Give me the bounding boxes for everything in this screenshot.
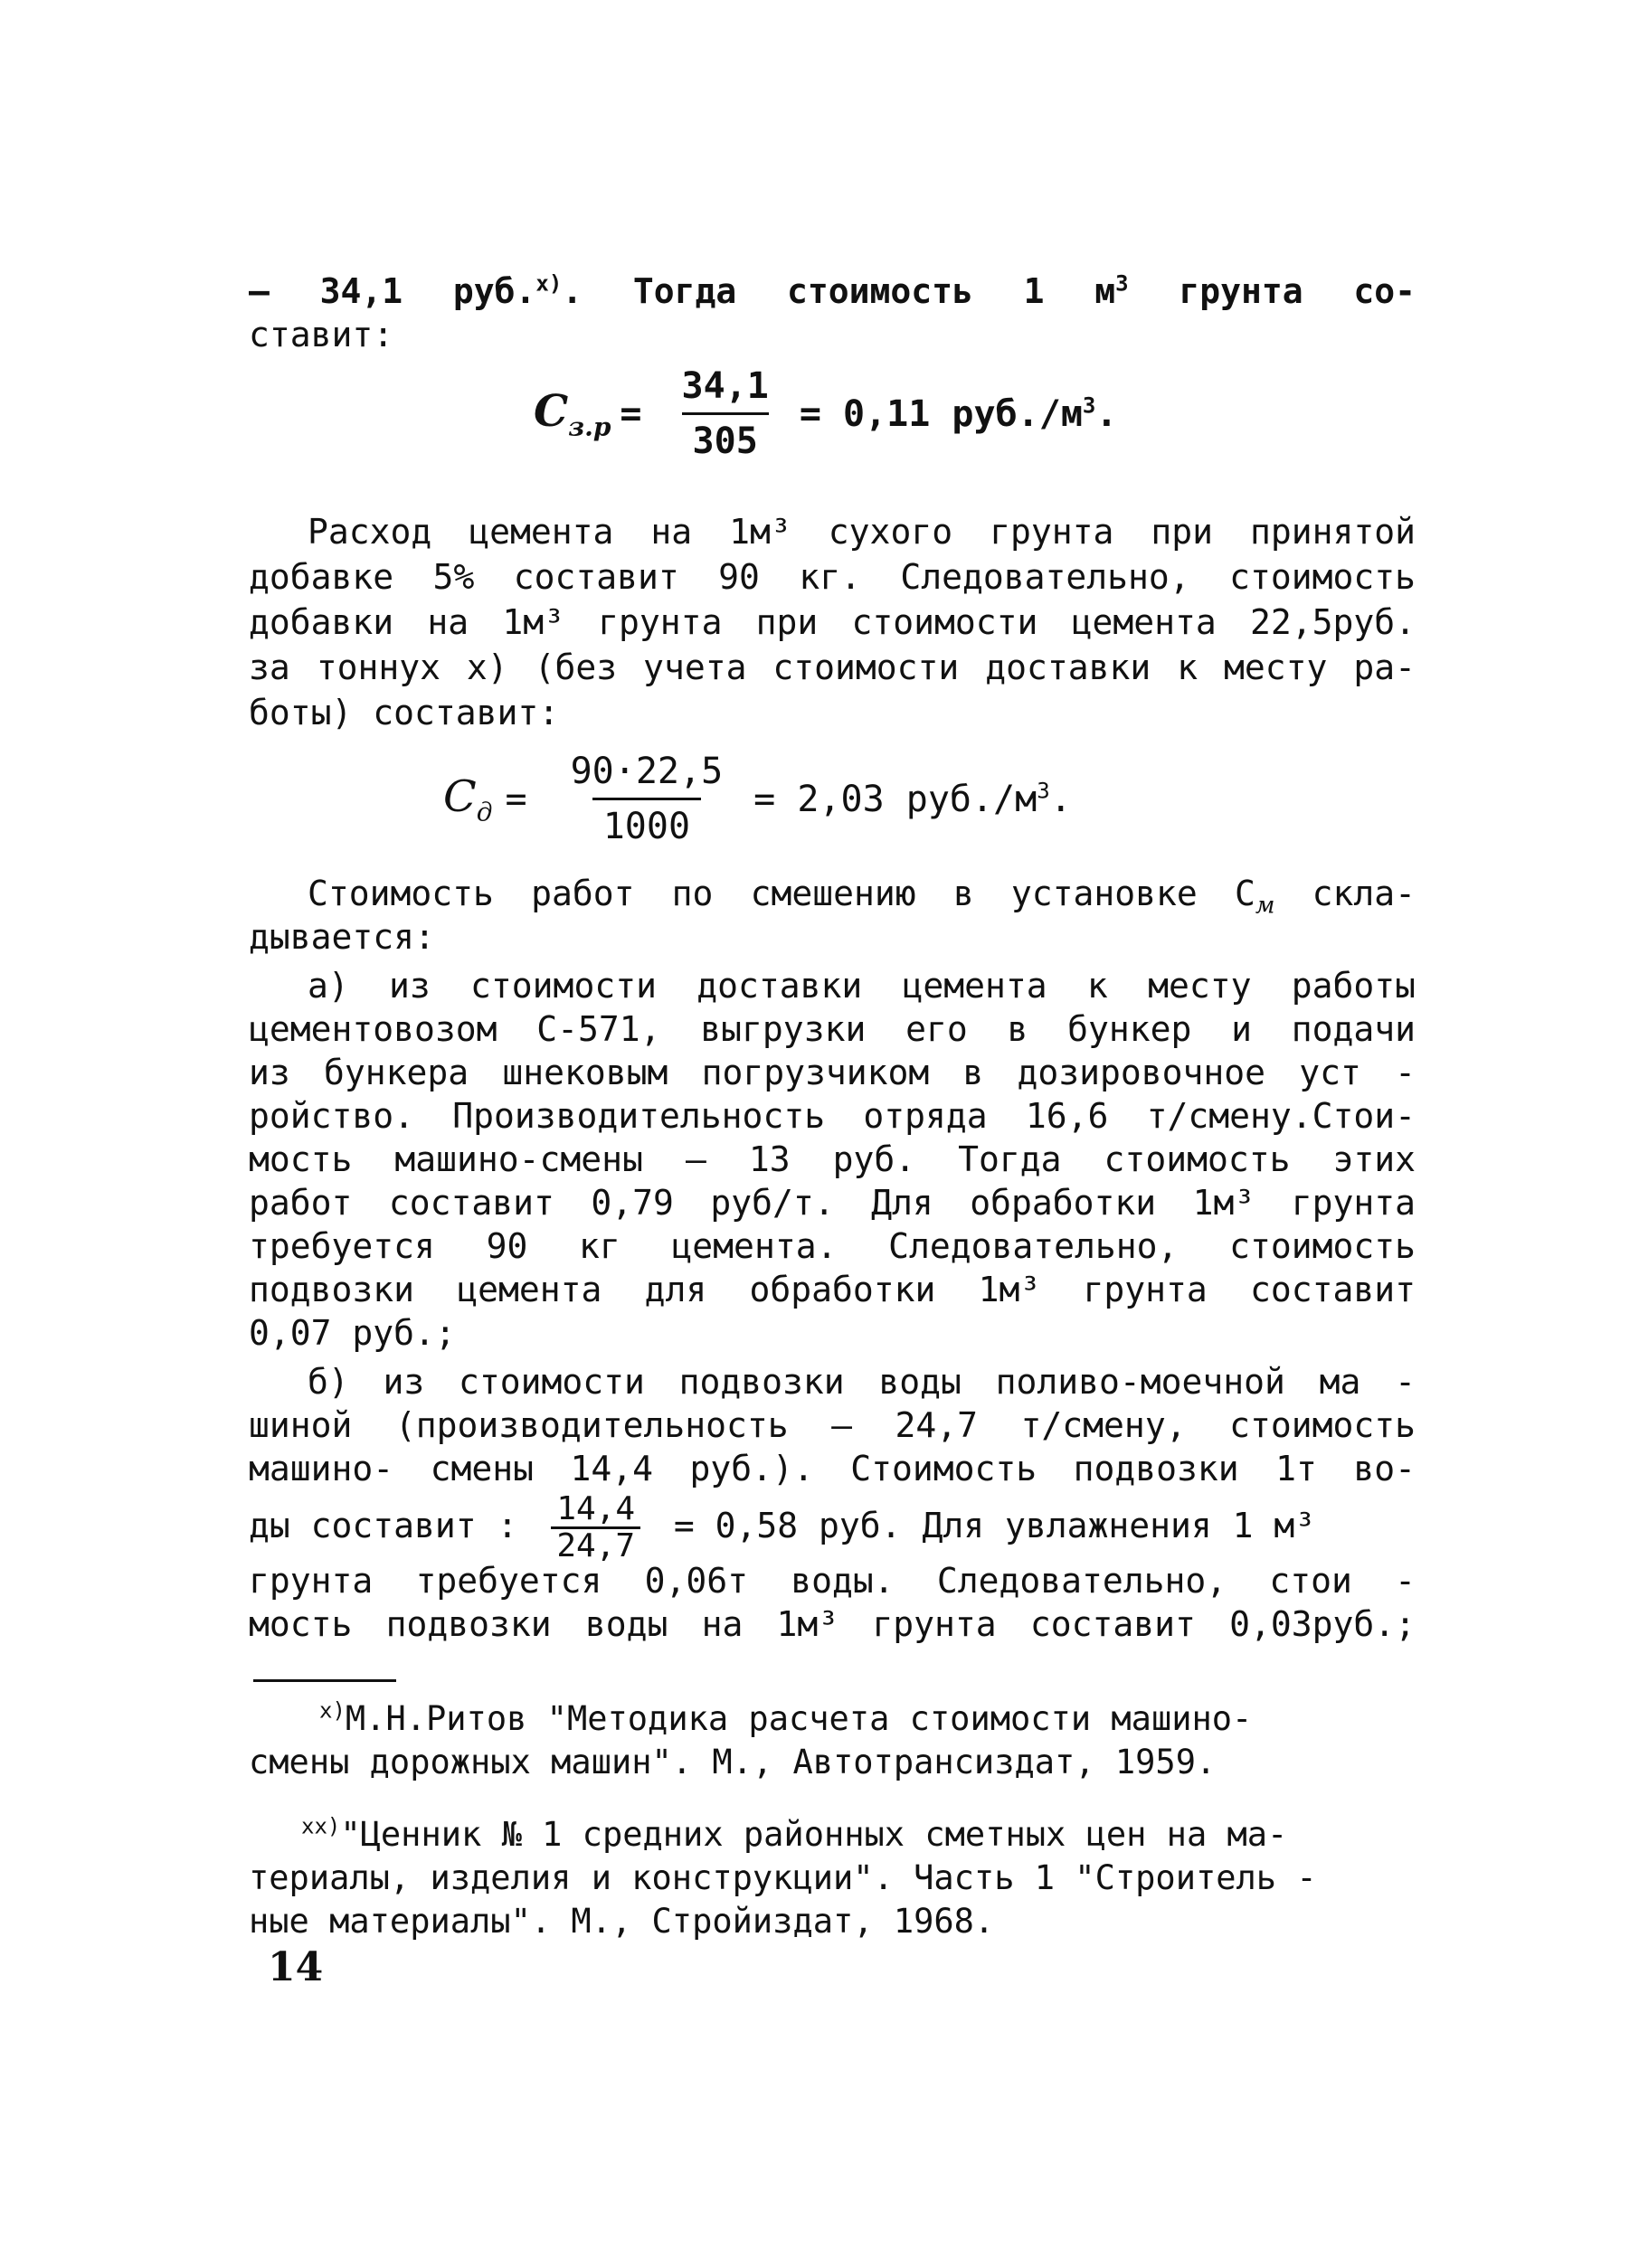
item-b-line-6: мость подвозки воды на 1м³ грунта составит 0,03руб.; [249,1604,1416,1644]
footnote-2-line-3: ные материалы". М., Стройиздат, 1968. [249,1902,995,1941]
intro-text-b: . Тогда стоимость 1 м [562,271,1116,311]
item-a-line-7: требуется 90 кг цемента. Следовательно, стоимость [249,1226,1416,1266]
footnote-divider [253,1679,396,1682]
formula-soil-cost: $C_{з.р}$ = $\frac{34,1}{305}$ = 0,11 $руб./м^3$. [534,365,1118,462]
formula1-result: = 0,11 $руб./м^3$. [799,392,1118,435]
page-number: 14 [268,1944,324,1990]
formula2-result: = 2,03 $руб./м^3$. [753,778,1072,820]
formula1-symbol: $C_{з.р}$ [534,385,611,442]
intro-line-1 [249,269,1416,313]
para1-line-2: добавке 5% составит 90 кг. Следовательно, стоимость [249,557,1416,597]
footnote-2-line-2: териалы, изделия и конструкции". Часть 1 "Строитель - [249,1858,1317,1897]
item-b-line-3: машино- смены 14,4 руб.). Стоимость подвозки 1т во- [249,1449,1416,1488]
para2-line-1: Стоимость работ по смешению в установке $C_м$ скла- [308,874,1416,920]
para1-line-5: боты) составит: [249,693,560,732]
item-b-frac-prefix: ды составит : [249,1506,518,1545]
item-b-frac-suffix: = 0,58 руб. Для увлажнения 1 м³ [673,1506,1316,1545]
item-a-line-5: мость машино-смены – 13 руб. Тогда стоимость этих [249,1139,1416,1179]
formula-additive-cost: $C_д$ = $\frac{90\cdot 22,5}{1000}$ = 2,03 $руб./м^3$. [443,751,1072,847]
intro-text-a: – 34,1 руб. [249,271,536,311]
item-b-line-2: шиной (производительность – 24,7 т/смену, стоимость [249,1405,1416,1445]
item-a-line-8: подвозки цемента для обработки 1м³ грунта составит [249,1270,1416,1309]
para2-line-2: дывается: [249,917,435,957]
formula1-numerator: 34,1 [681,365,769,407]
para1-line-1: Расход цемента на 1м³ сухого грунта при принятой [308,512,1416,552]
item-b-fraction [551,1492,640,1564]
intro-line-2: ставит: [249,315,394,354]
footnote-1-line-1: $^{х)}$М.Н.Ритов "Методика расчета стоимости машино- [319,1697,1253,1738]
item-b-line-5: грунта требуется 0,06т воды. Следовательно, стои - [249,1561,1416,1601]
footnote-2-line-1: $^{хх)}$"Ценник № 1 средних районных сметных цен на ма- [301,1813,1288,1854]
formula1-denominator: 305 [682,412,769,462]
item-a-line-1: а) из стоимости доставки цемента к месту работы [308,966,1416,1006]
item-a-line-2: цементовозом С-571, выгрузки его в бункер и подачи [249,1009,1416,1049]
formula1-fraction [671,365,780,462]
formula2-fraction [560,751,734,847]
item-a-line-3: из бункера шнековым погрузчиком в дозировочное уст - [249,1053,1416,1092]
item-b-fraction-line [249,1492,1416,1564]
formula2-numerator: 90·22,5 [570,751,724,792]
item-a-line-4: ройство. Производительность отряда 16,6 т/смену.Стои- [249,1096,1416,1136]
item-a-line-9: 0,07 руб.; [249,1313,456,1353]
item-b-frac-numerator: 14,4 [551,1492,640,1529]
para1-line-4: за тоннух х) (без учета стоимости доставки к месту ра- [249,647,1416,687]
item-b-line-1: б) из стоимости подвозки воды поливо-моечной ма - [308,1362,1416,1402]
formula2-symbol: $C_д$ [443,770,493,827]
cube-superscript: 3 [1115,270,1129,297]
para2-symbol-sub: м [1255,892,1275,920]
footnote-2-mark: хх) [301,1813,341,1839]
footnote-ref-1: х) [535,270,563,297]
footnote-1-mark: х) [319,1697,346,1724]
item-a-line-6: работ составит 0,79 руб/т. Для обработки 1м³ грунта [249,1183,1416,1223]
para1-line-3: добавки на 1м³ грунта при стоимости цемента 22,5руб. [249,602,1416,642]
formula2-denominator: 1000 [592,798,701,847]
item-b-frac-denominator: 24,7 [556,1527,636,1564]
intro-text-c: грунта со- [1128,271,1416,311]
footnote-1-line-2: смены дорожных машин". М., Автотрансиздат, 1959. [249,1743,1217,1781]
